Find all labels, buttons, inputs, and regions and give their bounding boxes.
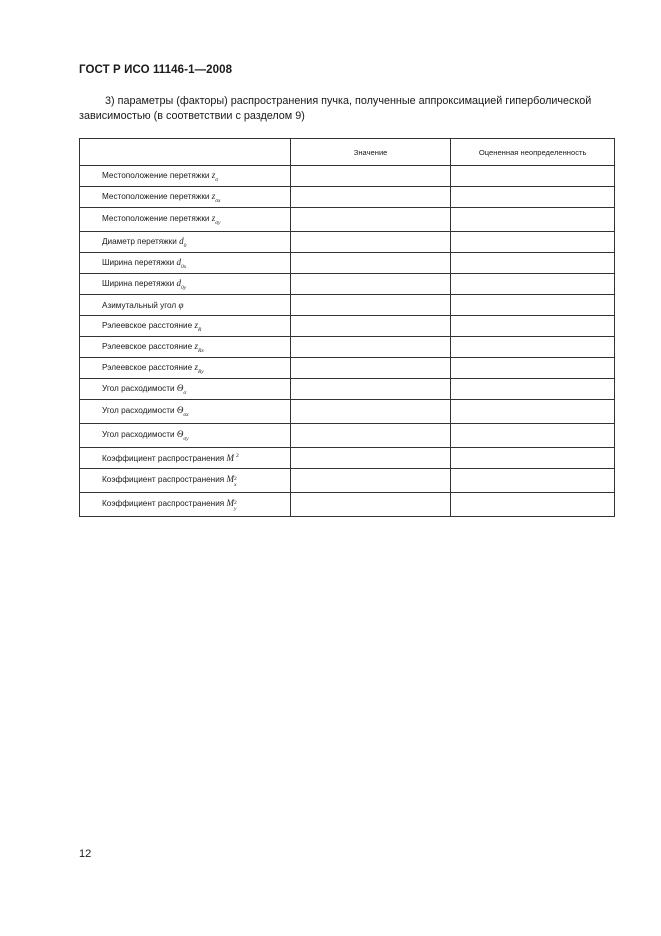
parameter-symbol: z — [194, 319, 198, 330]
uncertainty-cell — [451, 253, 615, 274]
table-row — [80, 469, 615, 493]
parameter-sub-sup — [234, 500, 237, 512]
uncertainty-cell — [451, 274, 615, 295]
table-row — [80, 295, 615, 316]
parameter-symbol: φ — [178, 300, 184, 310]
uncertainty-cell — [451, 208, 615, 232]
parameter-symbol: Θ — [176, 429, 184, 439]
parameter-subscript: y — [233, 505, 237, 512]
document-header: ГОСТ Р ИСО 11146-1—2008 — [79, 64, 233, 76]
value-cell — [290, 166, 451, 187]
parameter-cell — [80, 253, 291, 274]
table-row — [80, 493, 615, 517]
table-row — [80, 424, 615, 448]
parameter-subscript: σ — [215, 176, 219, 183]
parameter-symbol: d — [176, 277, 181, 288]
uncertainty-cell — [451, 166, 615, 187]
parameter-superscript: 2 — [235, 453, 239, 459]
parameter-cell — [80, 166, 291, 187]
parameter-cell — [80, 232, 291, 253]
parameter-label: Коэффициент распространения — [102, 454, 227, 463]
parameter-symbol: d — [179, 235, 184, 246]
value-cell — [290, 232, 451, 253]
table-row — [80, 337, 615, 358]
value-cell — [290, 400, 451, 424]
table-row — [80, 400, 615, 424]
parameter-label: Местоположение перетяжки — [102, 214, 212, 223]
value-cell — [290, 493, 451, 517]
parameter-subscript: x — [233, 481, 237, 488]
value-cell — [290, 469, 451, 493]
parameter-cell — [80, 208, 291, 232]
uncertainty-cell — [451, 424, 615, 448]
parameter-subscript: 0y — [180, 284, 187, 291]
parameter-cell — [80, 469, 291, 493]
parameter-subscript: σx — [183, 412, 189, 418]
value-cell — [290, 358, 451, 379]
parameter-sub-sup — [234, 476, 237, 488]
parameter-label: Угол расходимости — [102, 406, 177, 415]
uncertainty-cell — [451, 379, 615, 400]
parameter-label: Ширина перетяжки — [102, 278, 177, 288]
uncertainty-cell — [451, 295, 615, 316]
parameter-symbol: M — [226, 497, 234, 508]
value-cell — [290, 274, 451, 295]
table-row — [80, 316, 615, 337]
table-row — [80, 274, 615, 295]
column-header-value: Значение — [290, 139, 451, 166]
intro-line-1: 3) параметры (факторы) распространения пучка, полученные аппроксимацией гиперболической — [105, 95, 592, 107]
uncertainty-cell — [451, 232, 615, 253]
parameter-cell — [80, 274, 291, 295]
parameter-label: Коэффициент распространения — [102, 474, 227, 484]
parameter-cell — [80, 424, 291, 448]
uncertainty-cell — [451, 316, 615, 337]
parameter-subscript: σy — [215, 220, 221, 226]
parameter-symbol: Θ — [176, 382, 184, 393]
parameter-label: Местоположение перетяжки — [102, 170, 212, 180]
parameter-cell — [80, 400, 291, 424]
parameter-symbol: d — [176, 256, 181, 267]
table-row — [80, 253, 615, 274]
parameter-subscript: 0 — [183, 242, 187, 249]
parameter-subscript: σy — [183, 436, 189, 442]
parameter-cell — [80, 358, 291, 379]
parameter-label: Азимутальный угол — [102, 301, 179, 310]
parameter-symbol: M — [226, 453, 234, 463]
column-header-uncertainty: Оцененная неопределенность — [451, 139, 615, 166]
parameter-label: Рэлеевское расстояние — [102, 320, 195, 330]
parameter-subscript: 0x — [180, 263, 187, 270]
table-row — [80, 208, 615, 232]
uncertainty-cell — [451, 358, 615, 379]
uncertainty-cell — [451, 493, 615, 517]
parameter-label: Коэффициент распространения — [102, 498, 227, 508]
parameter-cell — [80, 337, 291, 358]
parameter-subscript: σ — [183, 389, 187, 396]
table-row — [80, 358, 615, 379]
value-cell — [290, 187, 451, 208]
parameter-subscript: σx — [215, 197, 221, 204]
parameter-symbol: z — [194, 361, 198, 372]
uncertainty-cell — [451, 337, 615, 358]
parameter-superscript: 2 — [233, 499, 237, 506]
parameter-symbol: z — [194, 340, 198, 351]
parameter-subscript: Rx — [197, 347, 204, 354]
parameter-cell — [80, 295, 291, 316]
table-row — [80, 232, 615, 253]
parameter-cell — [80, 493, 291, 517]
parameter-label: Рэлеевское расстояние — [102, 341, 195, 351]
value-cell — [290, 424, 451, 448]
value-cell — [290, 253, 451, 274]
table-row — [80, 166, 615, 187]
beam-parameters-table — [79, 138, 615, 517]
parameter-symbol: Θ — [176, 405, 184, 415]
intro-line-2: зависимостью (в соответствии с разделом 9) — [79, 110, 305, 122]
column-header-parameter — [80, 139, 291, 166]
parameter-symbol: z — [211, 213, 216, 223]
parameter-label: Рэлеевское расстояние — [102, 362, 195, 372]
parameter-cell — [80, 187, 291, 208]
uncertainty-cell — [451, 469, 615, 493]
uncertainty-cell — [451, 400, 615, 424]
page-number: 12 — [79, 848, 92, 860]
parameter-label: Ширина перетяжки — [102, 257, 177, 267]
uncertainty-cell — [451, 448, 615, 469]
parameter-label: Диаметр перетяжки — [102, 236, 180, 246]
value-cell — [290, 295, 451, 316]
parameter-superscript: 2 — [233, 475, 237, 482]
parameter-subscript: R — [197, 326, 202, 333]
parameter-cell — [80, 316, 291, 337]
parameter-cell — [80, 448, 291, 469]
parameter-label: Угол расходимости — [102, 383, 177, 393]
value-cell — [290, 448, 451, 469]
value-cell — [290, 208, 451, 232]
table-row — [80, 379, 615, 400]
table-row — [80, 448, 615, 469]
value-cell — [290, 379, 451, 400]
parameter-label: Местоположение перетяжки — [102, 191, 212, 201]
parameter-subscript: Ry — [197, 368, 204, 375]
parameter-symbol: M — [226, 473, 234, 484]
parameter-cell — [80, 379, 291, 400]
table-header-row — [80, 139, 615, 166]
intro-paragraph — [79, 94, 619, 124]
value-cell — [290, 316, 451, 337]
table-row — [80, 187, 615, 208]
uncertainty-cell — [451, 187, 615, 208]
parameter-label: Угол расходимости — [102, 430, 177, 439]
parameter-symbol: z — [211, 190, 216, 201]
value-cell — [290, 337, 451, 358]
parameter-symbol: z — [211, 169, 216, 180]
